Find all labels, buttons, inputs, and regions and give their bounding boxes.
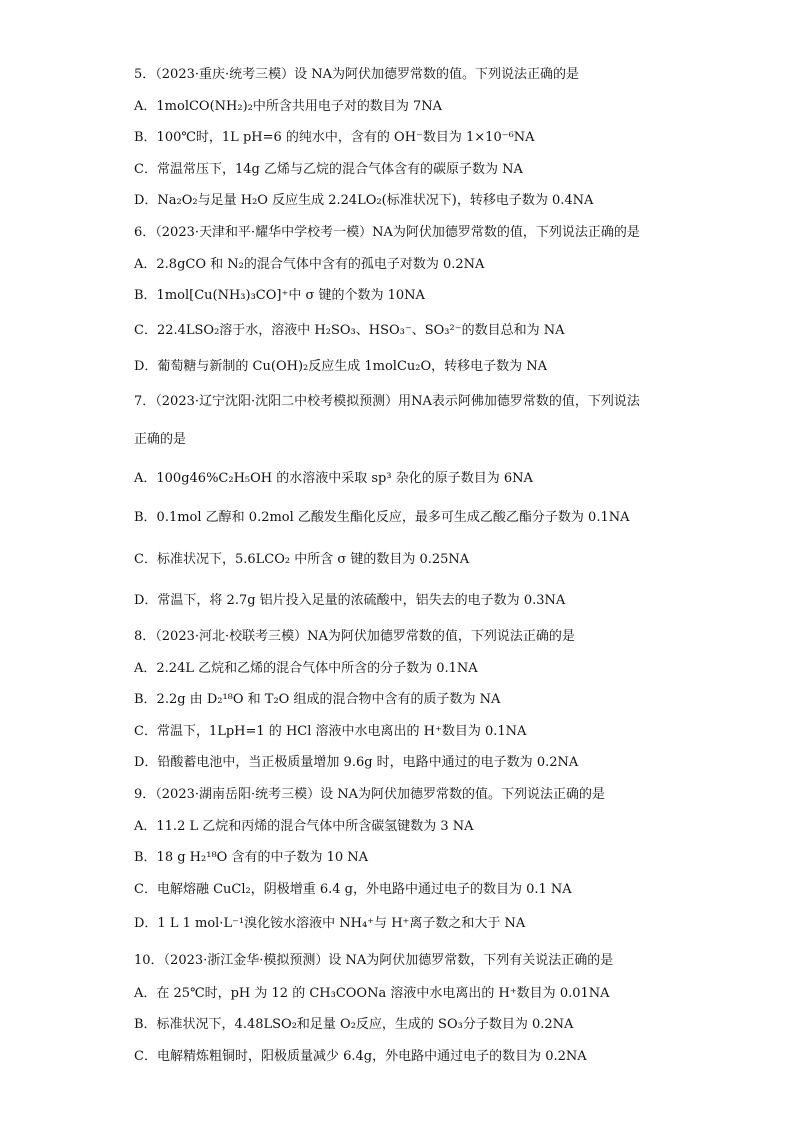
question-9-option-d: D．1 L 1 mol·L⁻¹溴化铵水溶液中 NH₄⁺与 H⁺离子数之和大于 NA [134,916,526,931]
question-5-stem: 5．（2023·重庆·统考三模）设 NA为阿伏加德罗常数的值。下列说法正确的是 [134,67,580,82]
question-5-option-a: A．1molCO(NH₂)₂中所含共用电子对的数目为 7NA [134,99,443,114]
question-8-option-c: C．常温下，1LpH=1 的 HCl 溶液中水电离出的 H⁺数目为 0.1NA [134,724,527,739]
question-10-option-c: C．电解精炼粗铜时，阳极质量减少 6.4g，外电路中通过电子的数目为 0.2NA [134,1049,587,1064]
question-7-option-d: D．常温下，将 2.7g 铝片投入足量的浓硫酸中，铝失去的电子数为 0.3NA [134,593,566,608]
question-5-option-c: C．常温常压下，14g 乙烯与乙烷的混合气体含有的碳原子数为 NA [134,162,523,177]
question-7-option-c: C．标准状况下，5.6LCO₂ 中所含 σ 键的数目为 0.25NA [134,552,470,567]
question-8-option-d: D．铅酸蓄电池中，当正极质量增加 9.6g 时，电路中通过的电子数为 0.2NA [134,755,579,770]
question-7-option-a: A．100g46%C₂H₅OH 的水溶液中采取 sp³ 杂化的原子数目为 6NA [134,471,533,486]
question-8-option-b: B．2.2g 由 D₂¹⁸O 和 T₂O 组成的混合物中含有的质子数为 NA [134,692,501,707]
question-6-option-a: A．2.8gCO 和 N₂的混合气体中含有的孤电子对数为 0.2NA [134,257,485,272]
question-7-option-b: B．0.1mol 乙醇和 0.2mol 乙酸发生酯化反应，最多可生成乙酸乙酯分子数为 0.1NA [134,510,630,525]
question-9-option-c: C．电解熔融 CuCl₂，阴极增重 6.4 g，外电路中通过电子的数目为 0.1 NA [134,882,572,897]
question-9-option-a: A．11.2 L 乙烷和丙烯的混合气体中所含碳氢键数为 3 NA [134,819,474,834]
question-6-option-b: B．1mol[Cu(NH₃)₃CO]⁺中 σ 键的个数为 10NA [134,288,425,303]
question-9-stem: 9．（2023·湖南岳阳·统考三模）设 NA为阿伏加德罗常数的值。下列说法正确的是 [134,787,606,802]
question-5-option-b: B．100℃时，1L pH=6 的纯水中，含有的 OH⁻数目为 1×10⁻⁶NA [134,130,535,145]
question-10-option-a: A．在 25℃时，pH 为 12 的 CH₃COONa 溶液中水电离出的 H⁺数目为 0.01NA [134,986,610,1001]
question-6-option-d: D．葡萄糖与新制的 Cu(OH)₂反应生成 1molCu₂O，转移电子数为 NA [134,359,548,374]
question-8-stem: 8．（2023·河北·校联考三模）NA为阿伏加德罗常数的值，下列说法正确的是 [134,629,575,644]
question-7-stem: 7．（2023·辽宁沈阳·沈阳二中校考模拟预测）用NA表示阿佛加德罗常数的值，下列说法 [134,394,640,409]
question-7-stem-continued: 正确的是 [134,432,187,447]
question-10-stem: 10．（2023·浙江金华·模拟预测）设 NA为阿伏加德罗常数，下列有关说法正确的是 [134,953,614,968]
question-6-option-c: C．22.4LSO₂溶于水，溶液中 H₂SO₃、HSO₃⁻、SO₃²⁻的数目总和为 NA [134,323,565,338]
question-10-option-b: B．标准状况下，4.48LSO₂和足量 O₂反应，生成的 SO₃分子数目为 0.2NA [134,1017,574,1032]
question-6-stem: 6．（2023·天津和平·耀华中学校考一模）NA为阿伏加德罗常数的值，下列说法正确的是 [134,225,640,240]
question-9-option-b: B．18 g H₂¹⁸O 含有的中子数为 10 NA [134,850,369,865]
question-5-option-d: D．Na₂O₂与足量 H₂O 反应生成 2.24LO₂(标准状况下)，转移电子数为 0.4NA [134,193,594,208]
question-8-option-a: A．2.24L 乙烷和乙烯的混合气体中所含的分子数为 0.1NA [134,661,478,676]
